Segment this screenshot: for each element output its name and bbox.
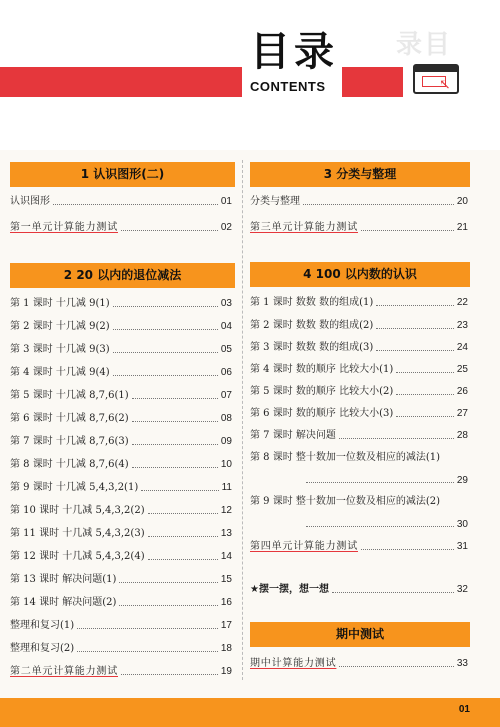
toc-entry-label: 第 13 课时 解决问题(1) — [10, 574, 117, 585]
toc-entry[interactable] — [10, 292, 232, 310]
toc-entry-label: 第 2 课时 十几减 9(2) — [10, 321, 110, 332]
toc-entry-page: 23 — [456, 320, 468, 331]
toc-entry-label: 第 14 课时 解决问题(2) — [10, 597, 117, 608]
toc-entry-label: 第 6 课时 十几减 8,7,6(2) — [10, 413, 129, 424]
toc-entry[interactable] — [250, 652, 468, 670]
toc-entry[interactable] — [10, 499, 232, 517]
toc-entry[interactable] — [250, 314, 468, 332]
toc-entry[interactable] — [10, 384, 232, 402]
toc-entry[interactable] — [250, 291, 468, 309]
toc-entry-page: 05 — [220, 344, 232, 355]
toc-entry-page: 01 — [220, 196, 232, 207]
toc-entry-label: 第 1 课时 数数 数的组成(1) — [250, 297, 374, 308]
page-subtitle: CONTENTS — [250, 79, 326, 94]
section-heading-midterm: 期中测试 — [250, 622, 470, 647]
toc-entry-label: 整理和复习(2) — [10, 643, 75, 654]
toc-entry-label: 第三单元计算能力测试 — [250, 222, 358, 233]
toc-entry-page: 16 — [220, 597, 232, 608]
toc-entry-page: 33 — [456, 658, 468, 669]
toc-entry-label: 第 8 课时 整十数加一位数及相应的减法(1) — [250, 452, 441, 463]
toc-entry-page: 17 — [220, 620, 232, 631]
toc-entry[interactable] — [250, 380, 468, 398]
toc-entry-page: 27 — [456, 408, 468, 419]
toc-entry-page: 30 — [456, 519, 468, 530]
toc-entry[interactable] — [10, 522, 232, 540]
section-heading-3: 3 分类与整理 — [250, 162, 470, 187]
toc-entry-label: 第 10 课时 十几减 5,4,3,2(2) — [10, 505, 145, 516]
toc-entry-page: 15 — [220, 574, 232, 585]
toc-entry-page: 08 — [220, 413, 232, 424]
toc-entry-label: 第 1 课时 十几减 9(1) — [10, 298, 110, 309]
toc-entry-label: 第 2 课时 数数 数的组成(2) — [250, 320, 374, 331]
column-divider — [242, 160, 243, 680]
toc-entry-page: 22 — [456, 297, 468, 308]
toc-entry[interactable] — [250, 190, 468, 208]
toc-entry[interactable] — [10, 361, 232, 379]
toc-entry-page: 12 — [220, 505, 232, 516]
toc-entry-activity[interactable] — [250, 578, 468, 596]
toc-entry-page: 18 — [220, 643, 232, 654]
toc-entry-page: 25 — [456, 364, 468, 375]
toc-entry[interactable] — [10, 637, 232, 655]
toc-entry-label: 第 11 课时 十几减 5,4,3,2(3) — [10, 528, 145, 539]
toc-entry-page: 04 — [220, 321, 232, 332]
header-red-band-left — [0, 67, 242, 97]
toc-entry-label: 第 7 课时 十几减 8,7,6(3) — [10, 436, 129, 447]
toc-entry[interactable] — [10, 315, 232, 333]
toc-entry-label: 第 5 课时 数的顺序 比较大小(2) — [250, 386, 394, 397]
toc-entry[interactable] — [10, 453, 232, 471]
toc-entry-label: 第 4 课时 数的顺序 比较大小(1) — [250, 364, 394, 375]
toc-entry-continuation — [306, 512, 468, 530]
toc-entry[interactable] — [10, 190, 232, 208]
toc-entry[interactable] — [250, 535, 468, 553]
toc-entry[interactable] — [10, 476, 232, 494]
toc-entry-label: 第 9 课时 十几减 5,4,3,2(1) — [10, 482, 139, 493]
section-heading-4: 4 100 以内数的认识 — [250, 262, 470, 287]
toc-entry-label: 第 4 课时 十几减 9(4) — [10, 367, 110, 378]
toc-entry[interactable] — [10, 660, 232, 678]
page-title: 目录 — [250, 29, 338, 75]
toc-entry-page: 24 — [456, 342, 468, 353]
toc-entry-label: 第 3 课时 十几减 9(3) — [10, 344, 110, 355]
toc-entry-label: ★摆一摆，想一想 — [250, 584, 329, 595]
footer-bar — [0, 698, 500, 727]
toc-entry[interactable] — [10, 614, 232, 632]
toc-entry-page: 26 — [456, 386, 468, 397]
toc-entry-label: 认识图形 — [10, 196, 50, 207]
toc-entry[interactable] — [10, 545, 232, 563]
toc-entry[interactable] — [250, 424, 468, 442]
section-heading-2: 2 20 以内的退位减法 — [10, 263, 235, 288]
toc-entry-page: 19 — [220, 666, 232, 677]
toc-entry-page: 09 — [220, 436, 232, 447]
toc-entry-label: 第 5 课时 十几减 8,7,6(1) — [10, 390, 129, 401]
toc-entry[interactable] — [10, 568, 232, 586]
toc-entry[interactable] — [250, 358, 468, 376]
toc-entry-label: 期中计算能力测试 — [250, 658, 337, 669]
toc-entry-page: 07 — [220, 390, 232, 401]
toc-entry-label: 第 12 课时 十几减 5,4,3,2(4) — [10, 551, 145, 562]
toc-entry-page: 31 — [456, 541, 468, 552]
toc-entry[interactable] — [10, 591, 232, 609]
toc-entry[interactable] — [10, 216, 232, 234]
page-number: 01 — [458, 704, 470, 715]
header-red-band-right — [342, 67, 403, 97]
toc-entry-page: 28 — [456, 430, 468, 441]
toc-entry[interactable] — [250, 216, 468, 234]
toc-entry-label: 第一单元计算能力测试 — [10, 222, 118, 233]
toc-entry[interactable] — [10, 407, 232, 425]
toc-entry-label: 第二单元计算能力测试 — [10, 666, 118, 677]
toc-entry[interactable] — [250, 402, 468, 420]
toc-entry-page: 03 — [220, 298, 232, 309]
toc-entry-page: 14 — [220, 551, 232, 562]
toc-entry-page: 20 — [456, 196, 468, 207]
toc-entry-page: 29 — [456, 475, 468, 486]
toc-entry-page: 11 — [221, 482, 232, 493]
toc-entry[interactable] — [10, 430, 232, 448]
window-cursor-icon: ↖ — [413, 64, 459, 94]
toc-entry-page: 32 — [456, 584, 468, 595]
toc-entry-wrapped[interactable] — [250, 490, 468, 508]
toc-entry-label: 第 3 课时 数数 数的组成(3) — [250, 342, 374, 353]
toc-entry-label: 第 7 课时 解决问题 — [250, 430, 336, 441]
toc-entry-page: 06 — [220, 367, 232, 378]
toc-entry-page: 10 — [220, 459, 232, 470]
toc-entry-label: 第 9 课时 整十数加一位数及相应的减法(2) — [250, 496, 441, 507]
toc-entry-page: 02 — [220, 222, 232, 233]
toc-entry-label: 分类与整理 — [250, 196, 300, 207]
toc-entry-label: 第 6 课时 数的顺序 比较大小(3) — [250, 408, 394, 419]
ghost-watermark-text: 录目 — [396, 30, 453, 60]
toc-entry-wrapped[interactable] — [250, 446, 468, 464]
toc-entry-label: 第 8 课时 十几减 8,7,6(4) — [10, 459, 129, 470]
toc-entry-label: 第四单元计算能力测试 — [250, 541, 358, 552]
toc-entry-page: 21 — [456, 222, 468, 233]
toc-entry-page: 13 — [220, 528, 232, 539]
toc-entry-label: 整理和复习(1) — [10, 620, 75, 631]
toc-entry[interactable] — [250, 336, 468, 354]
toc-entry-continuation — [306, 468, 468, 486]
toc-entry[interactable] — [10, 338, 232, 356]
section-heading-1: 1 认识图形(二) — [10, 162, 235, 187]
